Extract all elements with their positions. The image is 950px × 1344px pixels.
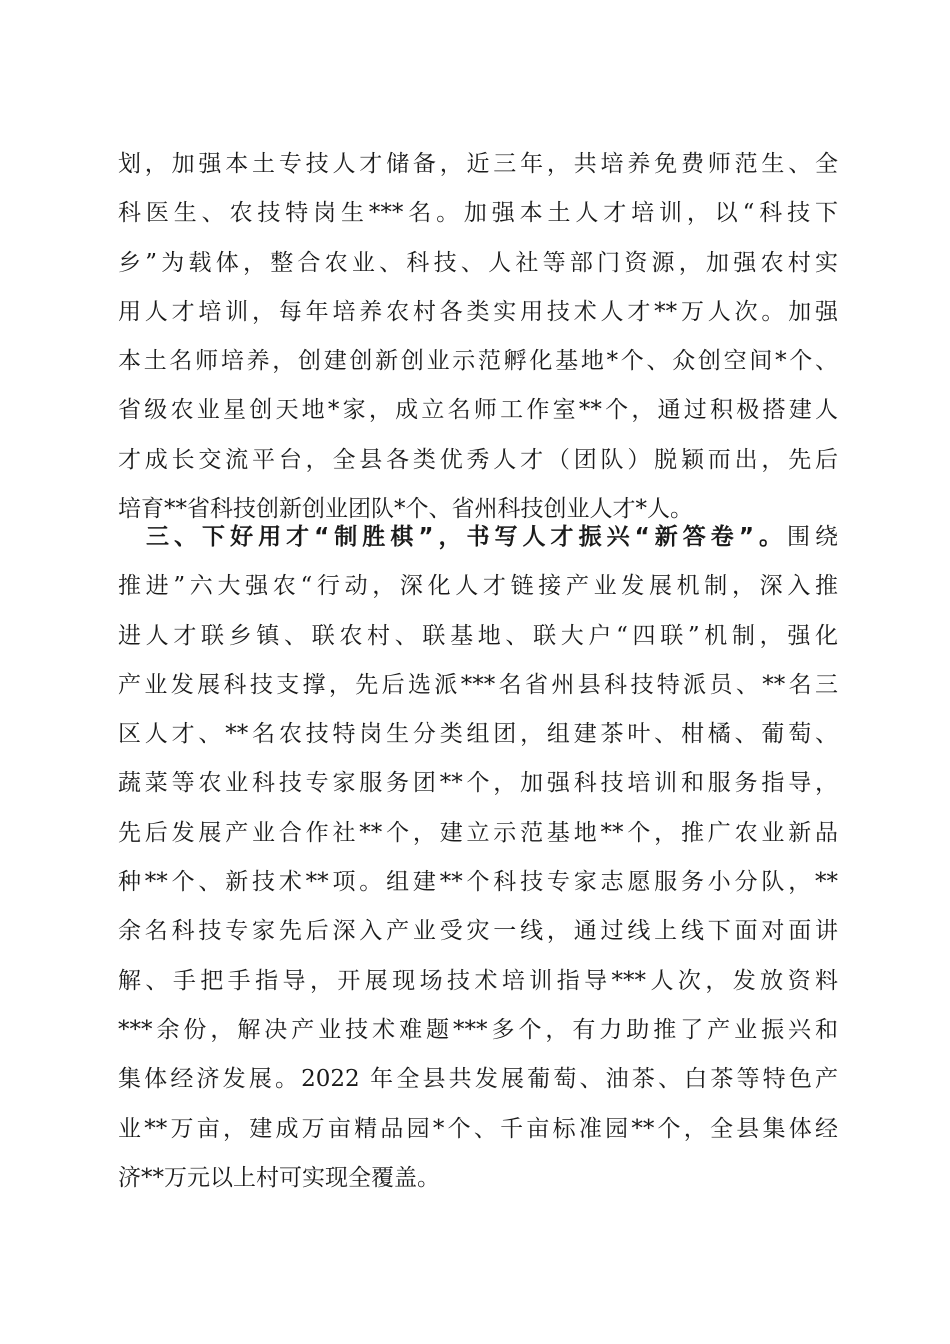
text-line: 省级农业星创天地*家，成立名师工作室**个，通过积极搭建人 [118,397,838,424]
text-line: 进人才联乡镇、联农村、联基地、联大户“四联”机制，强化 [118,622,838,649]
text-line: ***余份，解决产业技术难题***多个，有力助推了产业振兴和 [118,1016,838,1043]
text-line-heading [118,513,838,562]
text-line: 用人才培训，每年培养农村各类实用技术人才**万人次。加强 [118,298,838,325]
section-heading: 三、下好用才“制胜棋”，书写人才振兴“新答卷”。 [146,524,787,550]
text-line: 集体经济发展。2022 年全县共发展葡萄、油茶、白茶等特色产 [118,1066,838,1093]
text-line: 济**万元以上村可实现全覆盖。 [118,1164,440,1191]
text-line: 培育**省科技创新创业团队*个、省州科技创业人才*人。 [118,496,693,523]
text-line: 种**个、新技术**项。组建**个科技专家志愿服务小分队，** [118,869,838,896]
paragraph-2 [118,513,838,1203]
text-line: 产业发展科技支撑，先后选派***名省州县科技特派员、**名三 [118,671,838,698]
text-line: 解、手把手指导，开展现场技术培训指导***人次，发放资料 [118,967,838,994]
text-line: 推进”六大强农“行动，深化人才链接产业发展机制，深入推 [118,573,838,600]
text-line: 才成长交流平台，全县各类优秀人才（团队）脱颖而出，先后 [118,446,838,473]
text-line: 业**万亩，建成万亩精品园*个、千亩标准园**个，全县集体经 [118,1115,838,1142]
text-line: 划，加强本土专技人才储备，近三年，共培养免费师范生、全 [118,151,838,177]
paragraph-1 [118,140,838,534]
text-line: 本土名师培养，创建创新创业示范孵化基地*个、众创空间*个、 [118,348,838,375]
text-line: 先后发展产业合作社**个，建立示范基地**个，推广农业新品 [118,819,838,846]
text-line: 乡”为载体，整合农业、科技、人社等部门资源，加强农村实 [118,249,838,276]
heading-tail-text: 围绕 [786,524,839,550]
text-line: 蔬菜等农业科技专家服务团**个，加强科技培训和服务指导， [118,770,838,797]
text-line: 余名科技专家先后深入产业受灾一线，通过线上线下面对面讲 [118,918,838,945]
text-line: 区人才、**名农技特岗生分类组团，组建茶叶、柑橘、葡萄、 [118,721,838,748]
text-line: 科医生、农技特岗生***名。加强本土人才培训，以“科技下 [118,200,838,227]
